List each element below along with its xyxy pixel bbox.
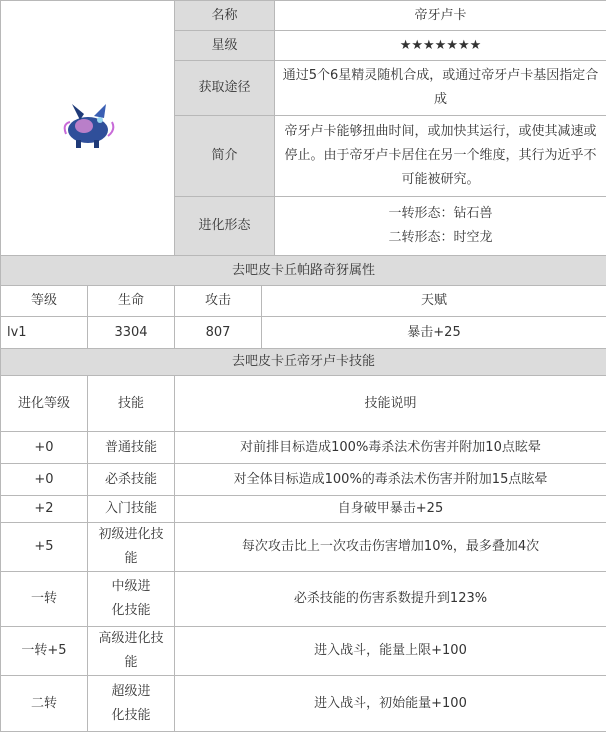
skill-row: [1, 432, 606, 464]
skill-name: 普通技能: [88, 432, 175, 464]
skills-table: [0, 348, 606, 732]
attr-header-talent: 天赋: [262, 286, 606, 317]
attr-attack: 807: [175, 317, 262, 349]
skill-description: 每次攻击比上一次攻击伤害增加10%，最多叠加4次: [175, 523, 606, 572]
skill-evo-level: +0: [1, 464, 88, 496]
skill-name: 入门技能: [88, 496, 175, 523]
skill-row: [1, 523, 606, 572]
info-table: [0, 0, 606, 256]
skill-row: [1, 676, 606, 732]
attr-header-level: 等级: [1, 286, 88, 317]
attr-level: lv1: [1, 317, 88, 349]
skill-description: 必杀技能的伤害系数提升到123%: [175, 572, 606, 627]
skill-name: 必杀技能: [88, 464, 175, 496]
attribute-table: [0, 255, 606, 349]
name-value: 帝牙卢卡: [275, 1, 606, 31]
skill-description: 对全体目标造成100%的毒杀法术伤害并附加15点眩晕: [175, 464, 606, 496]
skill-row: [1, 627, 606, 676]
rank-label: 星级: [175, 31, 275, 61]
obtain-value: 通过5个6星精灵随机合成，或通过帝牙卢卡基因指定合成: [275, 61, 606, 116]
skill-evo-level: 二转: [1, 676, 88, 732]
attribute-section-title: 去吧皮卡丘帕路奇犽属性: [1, 256, 606, 286]
evolution-form-2: 二转形态：时空龙: [388, 230, 493, 245]
intro-value: 帝牙卢卡能够扭曲时间，或加快其运行，或使其减速或停止。由于帝牙卢卡居住在另一个维度，其行为近乎不可能被研究。: [275, 116, 606, 197]
skill-description: 自身破甲暴击+25: [175, 496, 606, 523]
skill-evo-level: 一转: [1, 572, 88, 627]
skill-description: 对前排目标造成100%毒杀法术伤害并附加10点眩晕: [175, 432, 606, 464]
skill-evo-level: 一转+5: [1, 627, 88, 676]
skill-name: 超级进化技能: [88, 676, 175, 732]
attr-header-attack: 攻击: [175, 286, 262, 317]
attr-hp: 3304: [88, 317, 175, 349]
skill-evo-level: +0: [1, 432, 88, 464]
attr-talent: 暴击+25: [262, 317, 606, 349]
evolution-form-1: 一转形态：钻石兽: [388, 206, 493, 221]
skill-name: 初级进化技能: [88, 523, 175, 572]
skill-row: [1, 572, 606, 627]
skills-section-title: 去吧皮卡丘帝牙卢卡技能: [1, 349, 606, 376]
skill-evo-level: +2: [1, 496, 88, 523]
skill-header-skill: 技能: [88, 376, 175, 432]
skill-name: 高级进化技能: [88, 627, 175, 676]
pokemon-image-cell: [1, 1, 175, 256]
intro-label: 简介: [175, 116, 275, 197]
skill-header-description: 技能说明: [175, 376, 606, 432]
skill-description: 进入战斗，初始能量+100: [175, 676, 606, 732]
skill-row: [1, 496, 606, 523]
skill-row: [1, 464, 606, 496]
evolution-label: 进化形态: [175, 197, 275, 256]
attr-header-hp: 生命: [88, 286, 175, 317]
skill-header-evo-level: 进化等级: [1, 376, 88, 432]
skill-description: 进入战斗，能量上限+100: [175, 627, 606, 676]
rank-stars: ★★★★★★★: [275, 31, 606, 61]
evolution-value: [275, 197, 606, 256]
skill-name: 中级进化技能: [88, 572, 175, 627]
skill-evo-level: +5: [1, 523, 88, 572]
name-label: 名称: [175, 1, 275, 31]
dialga-creature-icon: [58, 94, 118, 154]
obtain-label: 获取途径: [175, 61, 275, 116]
